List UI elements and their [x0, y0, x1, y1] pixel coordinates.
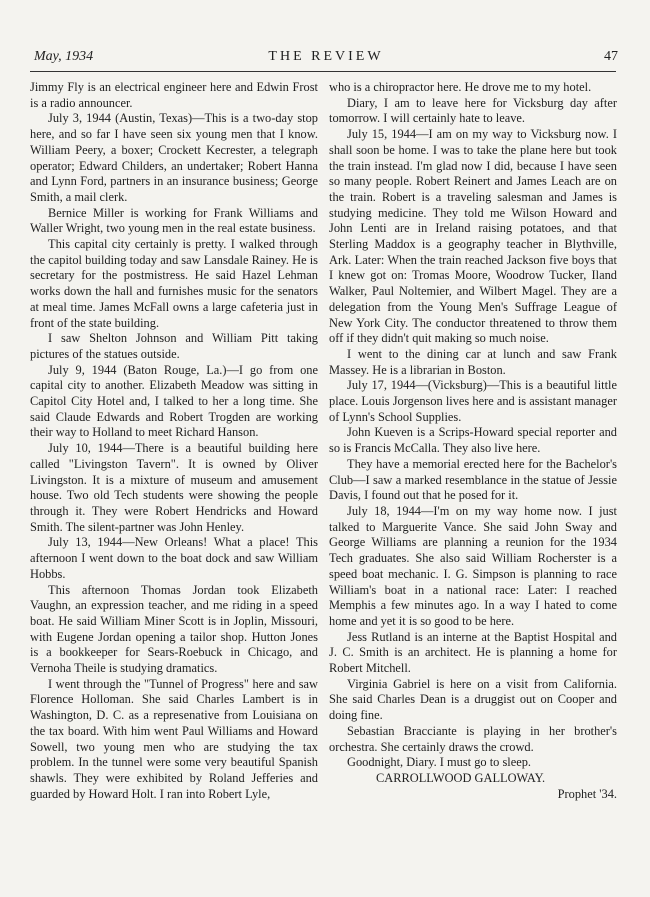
signature-role: Prophet '34.	[557, 786, 617, 801]
paragraph: I saw Shelton Johnson and William Pitt taking pictures of the statues outside.	[30, 331, 318, 361]
paragraph: I went to the dining car at lunch and saw Frank Massey. He is a librarian in Boston.	[329, 346, 617, 377]
paragraph: Sebastian Bracciante is playing in her brother's orchestra. She certainly draws the crowd.	[329, 723, 617, 754]
paragraph: Jess Rutland is an interne at the Baptist Hospital and J. C. Smith is an architect. He is planning a home for Robert Mitchell.	[329, 629, 617, 676]
paragraph: Diary, I am to leave here for Vicksburg day after tomorrow. I will certainly hate to leave.	[329, 95, 617, 126]
paragraph: July 3, 1944 (Austin, Texas)—This is a two-day stop here, and so far I have seen six young men that I know. William Peery, a boxer; Crockett Kecrester, a telegraph operator; Edward Childers, an undertaker; Robert Hanna and Lynn Ford, partners in an insurance business; George Smith, a mail clerk.	[30, 111, 318, 204]
left-column	[30, 80, 318, 802]
signature-name: CARROLLWOOD GALLOWAY.	[376, 770, 546, 785]
paragraph: July 10, 1944—There is a beautiful building here called "Livingston Tavern". It is owned by Oliver Livingston. It is a mixture of museum and amusement house. Two old Tech students were showing the people through it. They were Robert Hendricks and Howard Smith. The silent-partner was John Henley.	[30, 441, 318, 534]
magazine-title: THE REVIEW	[268, 49, 384, 64]
paragraph: Goodnight, Diary. I must go to sleep.	[347, 755, 532, 770]
paragraph: This afternoon Thomas Jordan took Elizabeth Vaughn, an expression teacher, and me riding in a speed boat. He said William Miner Scott is in Joplin, Missouri, with Eugene Jordan opening a tailor shop. Hutton Jones is a bookkeeper for Sears-Roebuck in Chicago, and Vernoha Theile is studying dramatics.	[30, 582, 318, 676]
paragraph: July 13, 1944—New Orleans! What a place! This afternoon I went down to the boat dock and saw William Hobbs.	[30, 535, 318, 581]
paragraph: Jimmy Fly is an electrical engineer here and Edwin Frost is a radio announcer.	[30, 80, 318, 110]
paragraph: John Kueven is a Scrips-Howard special reporter and so is Francis McCalla. They also live here.	[329, 425, 617, 456]
paragraph: July 9, 1944 (Baton Rouge, La.)—I go from one capital city to another. Elizabeth Meadow was sitting in Capitol City Hotel and, I talked to her a long time. She said Claude Edwards and Robert Trogden are working their way to Holland to meet Richard Hanson.	[30, 362, 318, 440]
page-header	[34, 49, 618, 69]
paragraph: July 17, 1944—(Vicksburg)—This is a beautiful little place. Louis Jorgenson lives here and is assistant manager of Lynn's School Supplies.	[329, 378, 617, 424]
paragraph: I went through the "Tunnel of Progress" here and saw Florence Holloman. She said Charles Lambert is in Washington, D. C. as a represenative from Louisiana on the tax board. With him went Paul Williams and Howard Sowell, two young men who are studying the tax problem. In the tunnel were some very beautiful Spanish shawls. They were exhibited by Roland Jefferies and guarded by Howard Holt. I ran into Robert Lyle,	[30, 676, 318, 801]
page-number: 47	[604, 49, 618, 64]
paragraph: Bernice Miller is working for Frank Williams and Waller Wright, two young men in the real estate business.	[30, 205, 318, 236]
paragraph: Virginia Gabriel is here on a visit from California. She said Charles Dean is a druggist out on Cooper and doing fine.	[329, 676, 617, 723]
paragraph: They have a memorial erected here for the Bachelor's Club—I saw a marked resemblance in the statue of Jessie Davis, I found out that he posed for it.	[329, 456, 617, 503]
header-rule	[30, 71, 616, 72]
right-column	[329, 80, 617, 802]
paragraph: July 18, 1944—I'm on my way home now. I just talked to Marguerite Vance. She said John Sway and George Williams are planning a reunion for the 1934 Tech graduates. She also said William Rocherster is a speed boat mechanic. I. G. Simpson is planning to race William's boat in a national race: Later: I reached Memphis a few minutes ago. In a way I hated to come home and yet it is so good to be here.	[329, 503, 617, 628]
paragraph: This capital city certainly is pretty. I walked through the capitol building today and saw Lansdale Rainey. He is secretary for the postmistress. He said Hazel Lehman works down the hall and furnishes music for the senators at meal time. James McFall owns a large cafeteria just in front of the state building.	[30, 237, 318, 330]
paragraph: July 15, 1944—I am on my way to Vicksburg now. I shall soon be home. I was to take the plane here but took the train instead. I'm glad now I did, because I have seen so many people. Robert Reinert and James Leach are on the train. Robert is a traveling salesman and James is studying medicine. They told me Wilson Howard and John Lenti are in Ireland raising potatoes, and that Sterling Maddox is a geography teacher in Blythville, Ark. Later: When the train reached Jackson five boys that I knew got on: Tromas Moore, Woodrow Tucker, Iland Walker, Paul Noltemier, and Wilbert Magel. They are a delegation from the Young Men's Suffrage League of New York City. The conductor threatened to throw them off if they didn't quit making so much noise.	[329, 127, 617, 346]
issue-date: May, 1934	[34, 49, 94, 64]
paragraph: who is a chiropractor here. He drove me to my hotel.	[329, 80, 592, 94]
